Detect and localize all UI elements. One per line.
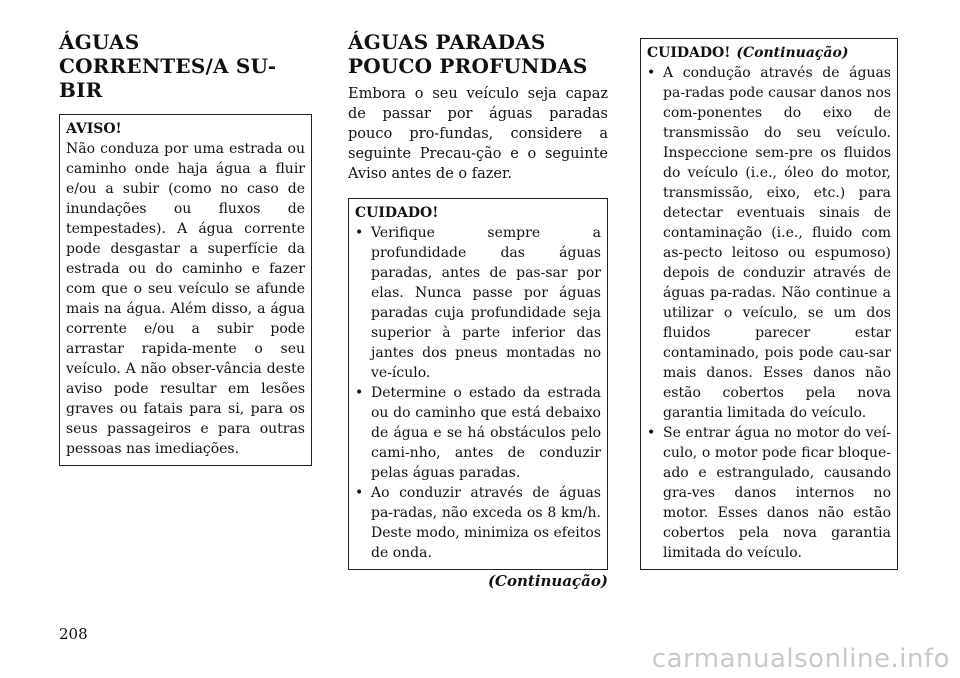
section-title-standing-water: ÁGUAS PARADAS POUCO PROFUNDAS [348, 30, 588, 78]
column-left [59, 30, 312, 466]
bullet-icon: • [355, 485, 364, 501]
list-item: • Determine o estado da estrada ou do caminho que está debaixo de água e se há obstáculos pelo cami-nho, antes de conduzir pelas águas paradas. [355, 385, 601, 481]
caution-box [348, 198, 608, 570]
caution-box-continued [640, 38, 898, 570]
warning-box [59, 114, 312, 466]
bullet-icon: • [647, 425, 656, 441]
bullet-icon: • [355, 225, 364, 241]
column-right [640, 38, 898, 570]
list-item: • Se entrar água no motor do veí-culo, o motor pode ficar bloque-ado e estrangulado, causando gra-ves danos internos no motor. Esses danos não estão cobertos pela nova garantia limitada do veículo. [647, 425, 891, 561]
list-item: • A condução através de águas pa-radas pode causar danos nos com-ponentes do eixo de transmissão do seu veículo. Inspeccione sem-pre os fluidos do veículo (i.e., óleo do motor, transmissão, eixo, etc.) para detectar eventuais sinais de contaminação (i.e., fluido com as-pecto leitoso ou espumoso) depois de conduzir através de águas pa-radas. Não continue a utilizar o veículo, se um dos fluidos parecer estar contaminado, pois pode cau-sar mais danos. Esses danos não estão cobertos pela nova garantia limitada do veículo. [647, 65, 892, 421]
intro-paragraph: Embora o seu veículo seja capaz de passar por águas paradas pouco pro-fundas, considere a seguinte Precau-ção e o seguinte Aviso antes de o fazer. [348, 86, 608, 182]
continued-label: (Continuação) [487, 572, 608, 590]
list-item: • Ao conduzir através de águas pa-radas, não exceda os 8 km/h. Deste modo, minimiza os efeitos de onda. [355, 485, 601, 561]
bullet-icon: • [647, 65, 656, 81]
caution-list [355, 223, 601, 563]
section-title-running-water: ÁGUAS CORRENTES/A SU- BIR [59, 30, 277, 102]
warning-text: Não conduza por uma estrada ou caminho onde haja água a fluir e/ou a subir (como no caso de inundações ou fluxos de tempestades). A água corrente pode desgastar a superfície da estrada ou do caminho e fazer com que o seu veículo se afunde mais na água. Além disso, a água corrente e/ou a subir pode arrastar rapida-mente o seu veículo. A não obser-vância deste aviso pode resultar em lesões graves ou fatais para si, para os seus passageiros e para outras pessoas nas imediações. [66, 141, 305, 457]
list-item: • Verifique sempre a profundidade das águas paradas, antes de pas-sar por elas. Nunca passe por águas paradas cuja profundidade seja superior à parte inferior das jantes dos pneus montadas no ve-ículo. [355, 225, 601, 381]
column-middle [348, 30, 608, 590]
caution-title: CUIDADO! [355, 205, 439, 221]
page-number: 208 [59, 625, 88, 643]
caution-list [647, 63, 891, 563]
bullet-icon: • [355, 385, 364, 401]
continued-label: (Continuação) [736, 45, 849, 61]
warning-title: AVISO! [66, 121, 122, 137]
watermark-text: carmanualsonline.info [651, 644, 950, 674]
caution-title: CUIDADO! [647, 45, 731, 61]
